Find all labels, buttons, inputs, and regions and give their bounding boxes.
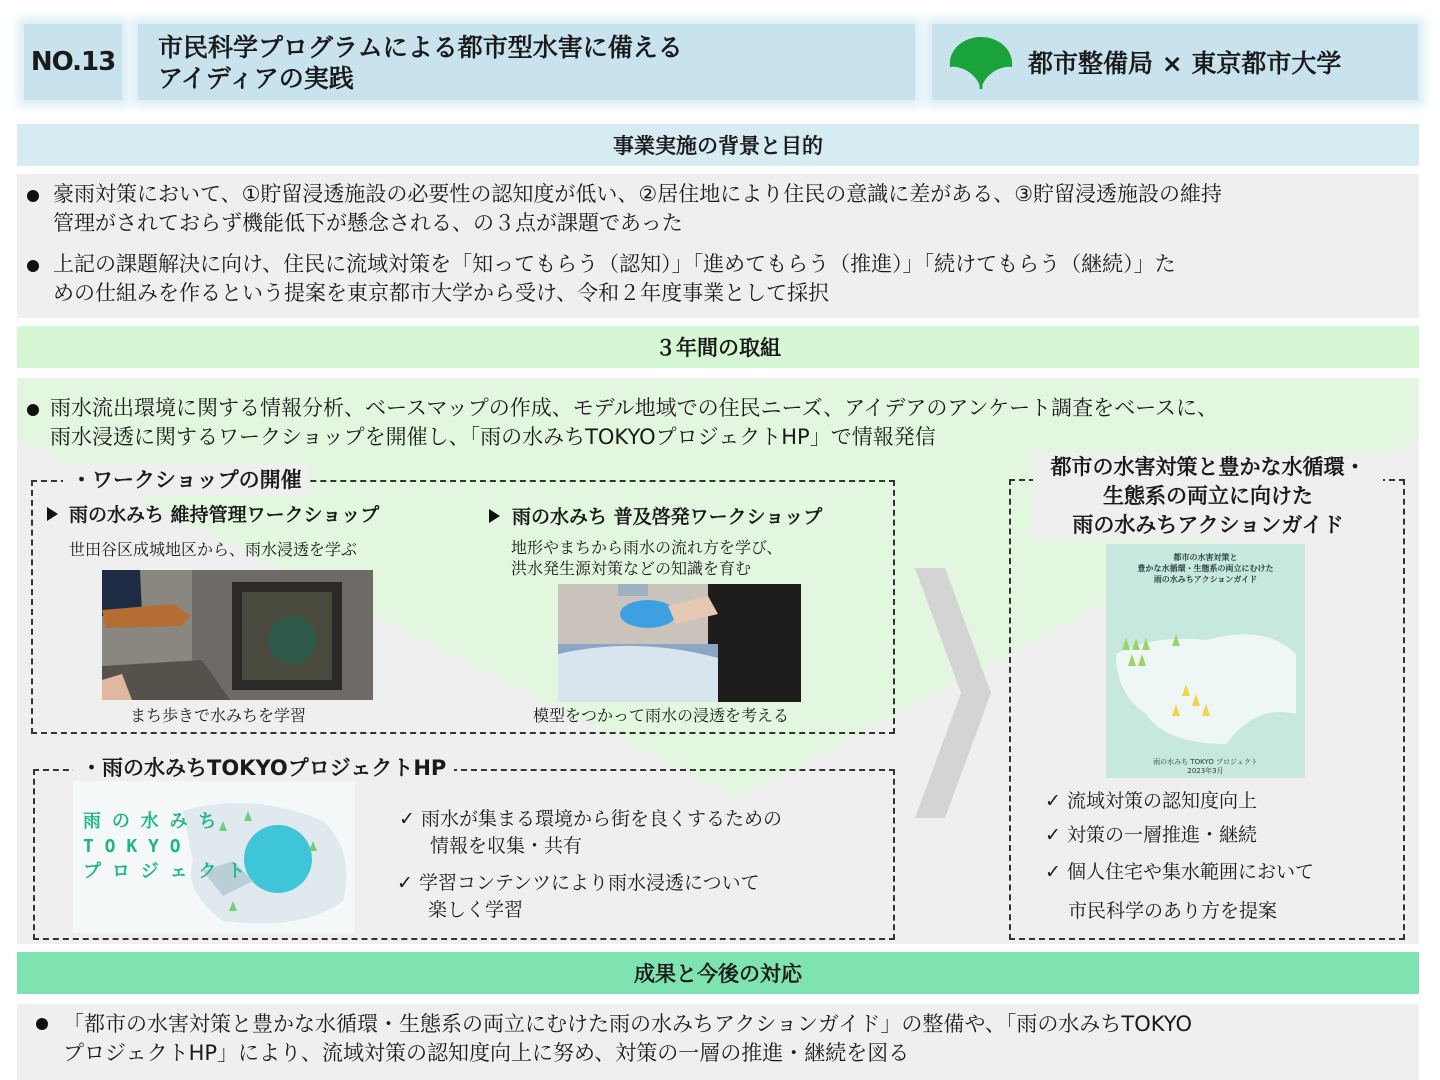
section-heading-results xyxy=(17,952,1419,994)
check-icon: ✓ xyxy=(1045,790,1061,812)
results-panel xyxy=(17,1004,1419,1080)
guide-point-1 xyxy=(1045,788,1257,815)
hp-thumbnail-title-line3: プ ロ ジ ェ ク ト xyxy=(83,861,246,882)
guide-cover-map xyxy=(1106,594,1305,754)
guide-title-line2: 生態系の両立に向けた xyxy=(1103,484,1313,508)
section-heading-background xyxy=(17,124,1419,166)
background-bullet-1 xyxy=(53,180,1413,238)
guide-point-3-text: 個人住宅や集水範囲において xyxy=(1066,861,1314,883)
hp-thumbnail-title-line1: 雨 の 水 み ち xyxy=(83,811,217,832)
background-bullet-1-line2: 管理がされておらず機能低下が懸念される、の３点が課題であった xyxy=(53,211,683,235)
guide-title-line3: 雨の水みちアクションガイド xyxy=(1072,513,1344,537)
guide-point-2-text: 対策の一層推進・継続 xyxy=(1066,824,1257,846)
hp-point-1 xyxy=(399,806,782,860)
hp-thumbnail-title-line2: T O K Y O xyxy=(83,836,181,857)
guide-cover-footer-line2: 2023年3月 xyxy=(1187,767,1224,775)
hp-label: ・雨の水みちTOKYOプロジェクトHP xyxy=(73,752,454,782)
guide-point-1-text: 流域対策の認知度向上 xyxy=(1066,790,1257,812)
model-experiment-photo xyxy=(558,584,801,702)
workshop-right-desc-line2: 洪水発生源対策などの知識を育む xyxy=(511,559,752,578)
results-text xyxy=(63,1010,1413,1068)
check-icon: ✓ xyxy=(1045,824,1061,846)
guide-cover-title xyxy=(1106,552,1305,585)
workshop-right-title: 雨の水みち 普及啓発ワークショップ xyxy=(512,506,823,528)
bullet-dot xyxy=(27,260,39,272)
page-title xyxy=(138,24,915,100)
guide-cover-footer xyxy=(1106,758,1305,776)
guide-cover-title-line1: 都市の水害対策と xyxy=(1173,553,1238,562)
hp-point-2 xyxy=(397,870,760,924)
workshop-left-caption: まち歩きで水みちを学習 xyxy=(130,706,307,725)
guide-title xyxy=(1033,453,1383,540)
hp-thumbnail-title xyxy=(83,809,245,884)
bullet-dot xyxy=(27,190,39,202)
case-number-text: NO.13 xyxy=(30,47,116,77)
workshop-right-desc-line1: 地形やまちから雨水の流れ方を学び、 xyxy=(511,538,783,557)
check-icon: ✓ xyxy=(399,808,415,830)
hp-point-1-line1: 雨水が集まる環境から街を良くするための xyxy=(420,808,782,830)
background-bullet-2 xyxy=(53,250,1413,308)
section-heading-background-text: 事業実施の背景と目的 xyxy=(613,134,823,158)
check-icon: ✓ xyxy=(1045,861,1061,883)
activities-intro-line1: 雨水流出環境に関する情報分析、ベースマップの作成、モデル地域での住民ニーズ、アイデアのアンケート調査をベースに、 xyxy=(50,396,1219,420)
triangle-bullet-icon xyxy=(47,507,58,521)
guide-title-line1: 都市の水害対策と豊かな水循環・ xyxy=(1050,455,1366,479)
results-line1: 「都市の水害対策と豊かな水循環・生態系の両立にむけた雨の水みちアクションガイド」の整備や、「雨の水みちTOKYO xyxy=(63,1012,1192,1036)
guide-point-2 xyxy=(1045,822,1257,849)
triangle-bullet-icon xyxy=(489,509,500,523)
bullet-dot xyxy=(27,404,39,416)
workshop-right-caption: 模型をつかって雨水の浸透を考える xyxy=(533,706,790,725)
workshop-label: ・ワークショップの開催 xyxy=(63,464,310,494)
workshop-left-desc: 世田谷区成城地区から、雨水浸透を学ぶ xyxy=(69,540,358,559)
activities-intro-line2: 雨水浸透に関するワークショップを開催し、「雨の水みちTOKYOプロジェクトHP」で情報発信 xyxy=(50,425,936,449)
check-icon: ✓ xyxy=(397,872,413,894)
background-bullet-2-line1: 上記の課題解決に向け、住民に流域対策を「知ってもらう（認知）」「進めてもらう（推進）」「続けてもらう（継続）」た xyxy=(53,252,1176,276)
background-bullet-2-line2: めの仕組みを作るという提案を東京都市大学から受け、令和２年度事業として採択 xyxy=(53,281,830,305)
case-number xyxy=(24,24,122,100)
section-heading-activities xyxy=(17,326,1419,368)
bullet-dot xyxy=(36,1018,48,1030)
chevron-right-icon xyxy=(915,568,995,818)
activities-panel xyxy=(17,378,1419,944)
background-bullet-1-line1: 豪雨対策において、①貯留浸透施設の必要性の認知度が低い、②居住地により住民の意識に差がある、③貯留浸透施設の維持 xyxy=(53,182,1223,206)
guide-cover-image xyxy=(1106,544,1305,778)
page-title-line2: アイディアの実践 xyxy=(158,64,354,93)
hp-point-2-line2: 楽しく学習 xyxy=(428,899,524,921)
organization-text: 都市整備局 × 東京都市大学 xyxy=(1028,49,1342,78)
organization-banner xyxy=(932,24,1418,100)
section-heading-results-text: 成果と今後の対応 xyxy=(634,962,802,986)
results-line2: プロジェクトHP」により、流域対策の認知度向上に努め、対策の一層の推進・継続を図る xyxy=(63,1041,910,1065)
hp-thumbnail xyxy=(73,781,355,933)
hp-point-1-line2: 情報を収集・共有 xyxy=(430,835,583,857)
page-title-line1: 市民科学プログラムによる都市型水害に備える xyxy=(158,33,683,62)
tokyo-ginkgo-logo-icon xyxy=(946,33,1016,91)
workshop-left-title: 雨の水みち 維持管理ワークショップ xyxy=(69,504,380,526)
guide-cover-footer-line1: 雨の水みち TOKYO プロジェクト xyxy=(1153,758,1258,766)
guide-cover-title-line3: 雨の水みちアクションガイド xyxy=(1153,575,1258,584)
background-panel xyxy=(17,174,1419,318)
guide-point-3 xyxy=(1045,859,1314,886)
street-walk-photo xyxy=(102,570,373,700)
hp-point-2-line1: 学習コンテンツにより雨水浸透について xyxy=(418,872,760,894)
guide-point-3-tail: 市民科学のあり方を提案 xyxy=(1068,900,1278,922)
workshop-right-desc xyxy=(511,537,782,579)
guide-cover-title-line2: 豊かな水循環・生態系の両立にむけた xyxy=(1137,564,1274,573)
activities-intro xyxy=(50,394,1410,452)
section-heading-activities-text: ３年間の取組 xyxy=(655,336,781,360)
